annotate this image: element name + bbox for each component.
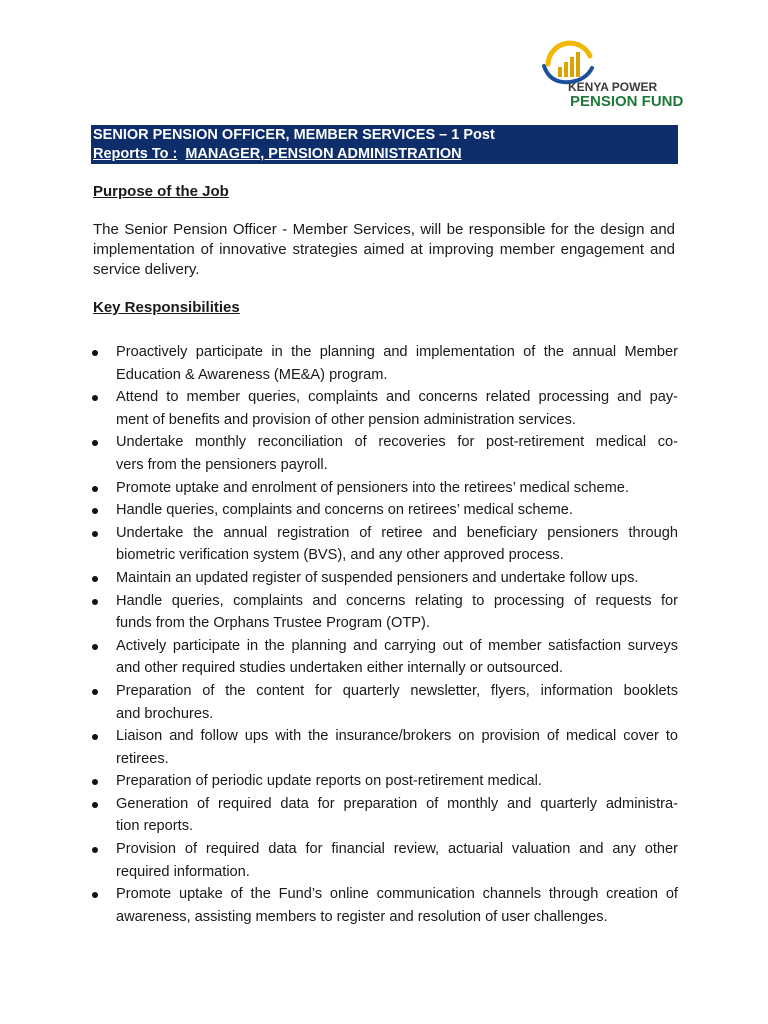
list-item [92, 590, 678, 635]
list-item [92, 431, 678, 476]
purpose-line: The Senior Pension Officer - Member Services, will be responsible for the design and [93, 221, 675, 238]
job-title-banner [91, 125, 678, 164]
list-item-line: Maintain an updated register of suspended pensioners and undertake follow ups. [116, 569, 639, 586]
list-item [92, 386, 678, 431]
bullet-icon [92, 350, 98, 356]
bullet-icon [92, 847, 98, 853]
purpose-paragraph [93, 220, 675, 280]
list-item-line: biometric verification system (BVS), and any other approved process. [116, 547, 564, 564]
list-item-line: Undertake the annual registration of retiree and beneficiary pensioners through [116, 524, 678, 541]
list-item [92, 838, 678, 883]
list-item-line: ment of benefits and provision of other pension administration services. [116, 411, 576, 428]
bullet-icon [92, 689, 98, 695]
list-item-line: Handle queries, complaints and concerns on retirees’ medical scheme. [116, 502, 573, 519]
list-item-line: tion reports. [116, 818, 194, 835]
reports-to-line [93, 145, 676, 164]
list-item-line: Liaison and follow ups with the insurance/brokers on provision of medical cover to [116, 728, 678, 745]
bullet-icon [92, 508, 98, 514]
reports-to-value: MANAGER, PENSION ADMINISTRATION [185, 146, 462, 162]
bullet-icon [92, 599, 98, 605]
list-item-line: required information. [116, 863, 250, 880]
list-item-line: Provision of required data for financial review, actuarial valuation and any other [116, 841, 678, 858]
purpose-heading: Purpose of the Job [93, 183, 229, 200]
list-item-line: Actively participate in the planning and carrying out of member satisfaction surveys [116, 637, 678, 654]
list-item-line: Education & Awareness (ME&A) program. [116, 366, 388, 383]
logo-text-kenya-power: KENYA POWER [568, 80, 658, 94]
list-item-line: Attend to member queries, complaints and concerns related processing and pay- [116, 389, 678, 406]
list-item-line: Proactively participate in the planning and implementation of the annual Member [116, 344, 678, 360]
list-item-line: Promote uptake of the Fund’s online communication channels through creation of [116, 886, 678, 903]
list-item-line: Generation of required data for preparation of monthly and quarterly administra- [116, 795, 678, 812]
bullet-icon [92, 395, 98, 401]
responsibilities-list [92, 341, 678, 928]
list-item-line: Preparation of periodic update reports on post-retirement medical. [116, 773, 542, 790]
list-item [92, 680, 678, 725]
key-responsibilities-heading: Key Responsibilities [93, 299, 240, 316]
list-item [92, 341, 678, 386]
list-item-line: retirees. [116, 750, 169, 767]
list-item-line: and other required studies undertaken either internally or outsourced. [116, 660, 564, 677]
list-item [92, 522, 678, 567]
bullet-icon [92, 486, 98, 492]
bullet-icon [92, 440, 98, 446]
bullet-icon [92, 576, 98, 582]
list-item-line: awareness, assisting members to register and resolution of user challenges. [116, 908, 608, 925]
bullet-icon [92, 644, 98, 650]
list-item [92, 883, 678, 928]
list-item [92, 770, 678, 793]
bullet-icon [92, 779, 98, 785]
list-item [92, 567, 678, 590]
purpose-line: service delivery. [93, 261, 200, 278]
list-item [92, 499, 678, 522]
bullet-icon [92, 802, 98, 808]
list-item-line: Promote uptake and enrolment of pensioners into the retirees’ medical scheme. [116, 479, 629, 496]
list-item [92, 725, 678, 770]
list-item [92, 635, 678, 680]
logo-text-pension-fund: PENSION FUND [570, 93, 684, 110]
purpose-line: implementation of innovative strategies aimed at improving member engagement and [93, 241, 675, 258]
list-item-line: Undertake monthly reconciliation of recoveries for post-retirement medical co- [116, 434, 678, 451]
bullet-icon [92, 892, 98, 898]
list-item-line: funds from the Orphans Trustee Program (OTP). [116, 615, 430, 632]
bullet-icon [92, 531, 98, 537]
list-item-line: Preparation of the content for quarterly newsletter, flyers, information booklets [116, 682, 678, 699]
list-item [92, 477, 678, 500]
job-title: SENIOR PENSION OFFICER, MEMBER SERVICES – 1 Post [93, 127, 495, 143]
kenya-power-pension-fund-logo [540, 40, 690, 112]
list-item-line: vers from the pensioners payroll. [116, 456, 328, 473]
reports-to-label: Reports To : [93, 146, 178, 162]
list-item [92, 793, 678, 838]
list-item-line: and brochures. [116, 705, 214, 722]
list-item-line: Handle queries, complaints and concerns relating to processing of requests for [116, 592, 678, 609]
bullet-icon [92, 734, 98, 740]
